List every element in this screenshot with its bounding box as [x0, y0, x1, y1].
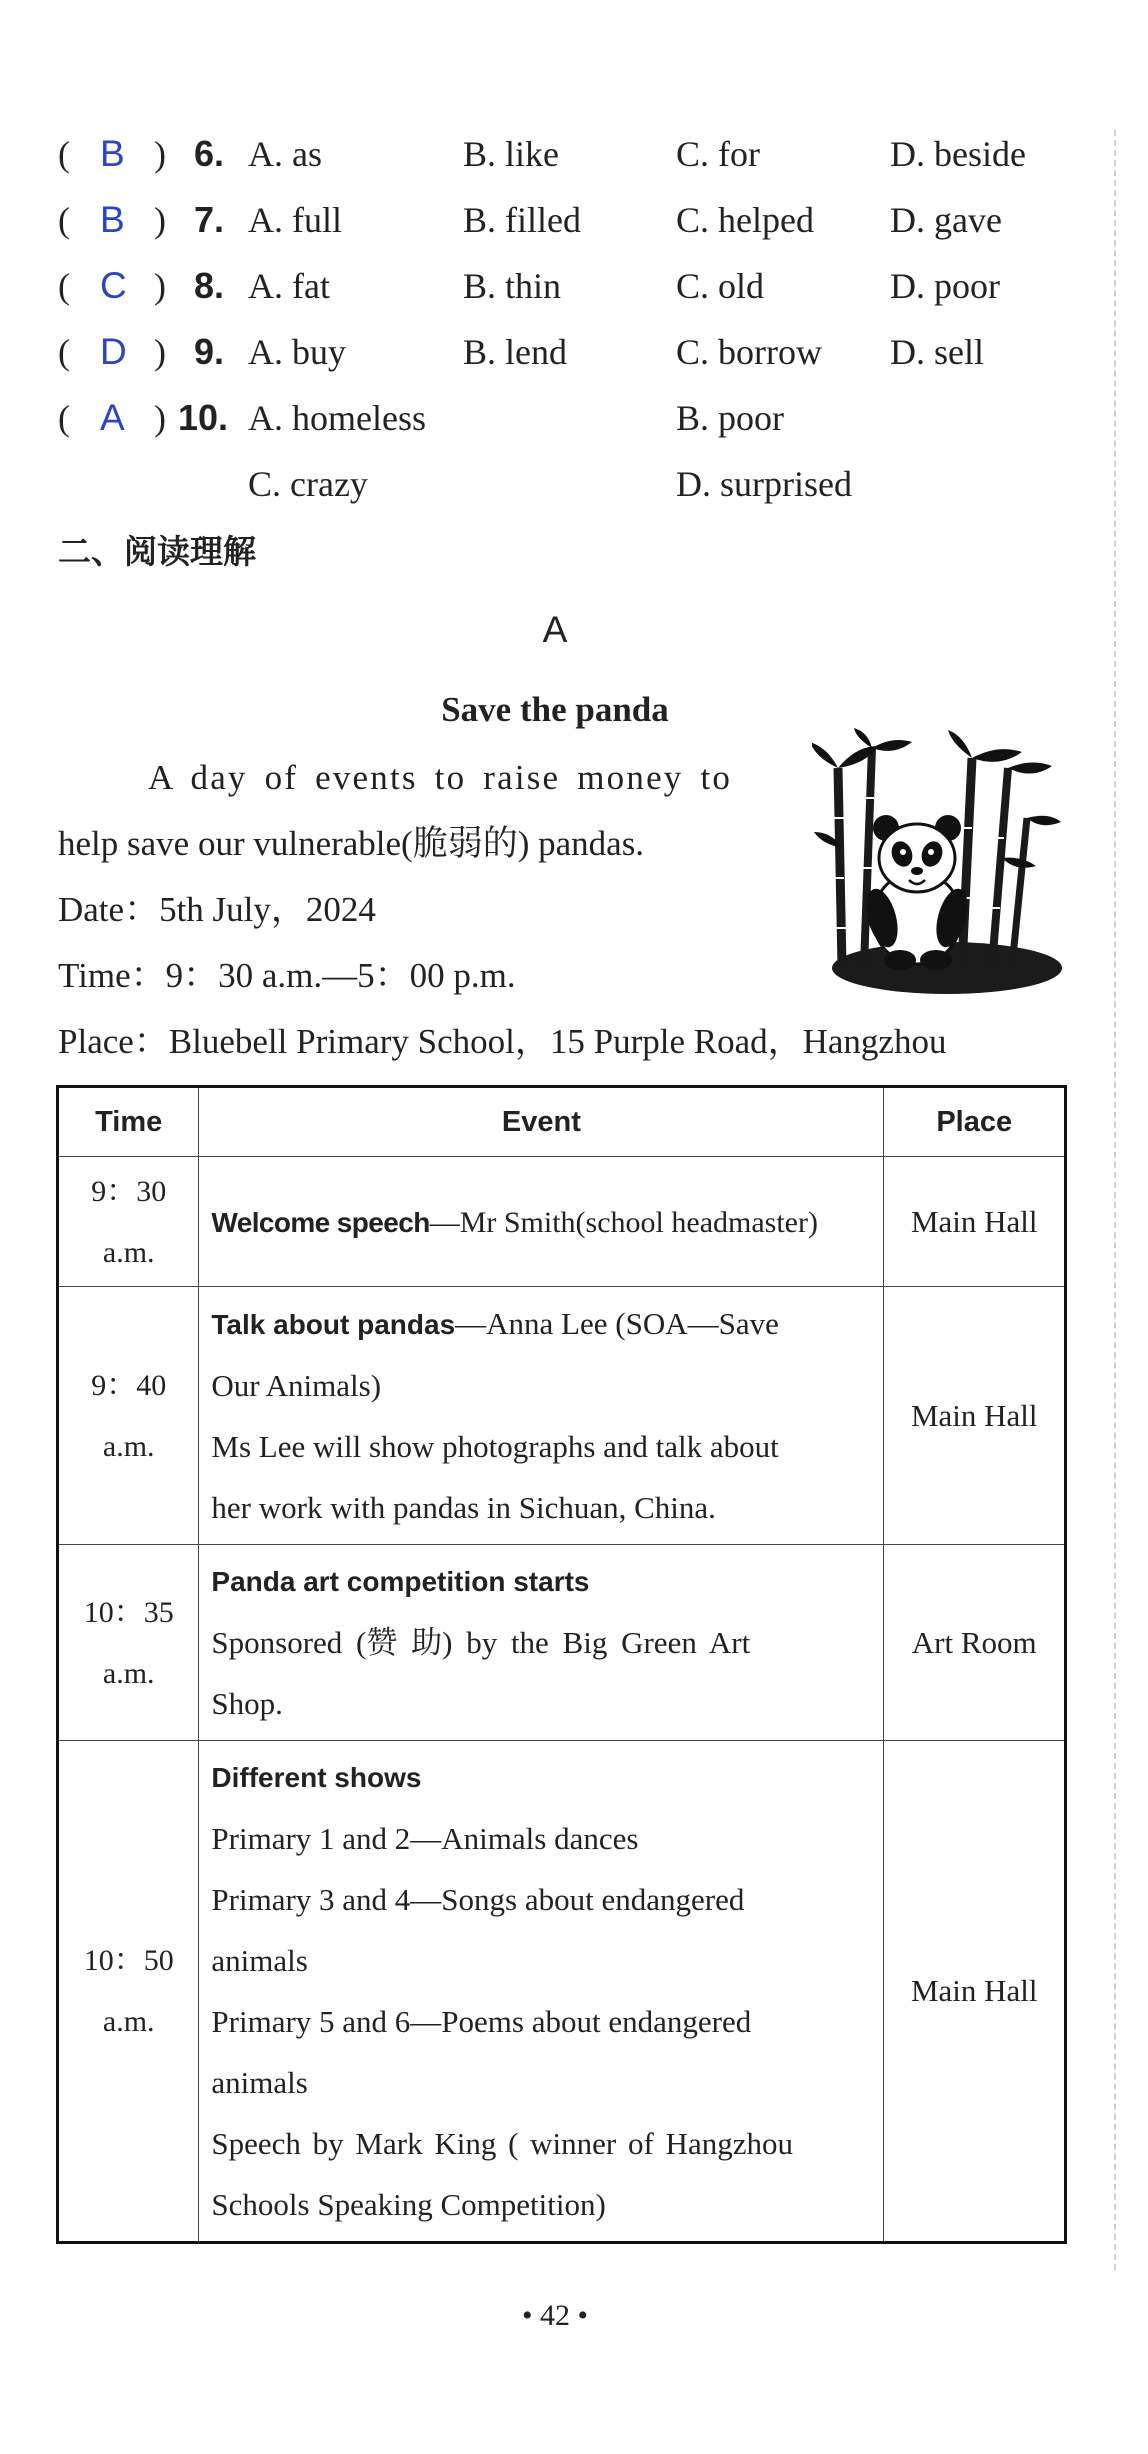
place-cell: Main Hall — [884, 1287, 1066, 1545]
option-b: B. poor — [676, 398, 784, 438]
event-line — [211, 1293, 873, 1355]
event-line — [211, 1191, 873, 1253]
event-line: her work with pandas in Sichuan, China. — [211, 1490, 716, 1525]
event-title: Panda art competition starts — [211, 1566, 590, 1597]
header-event: Event — [199, 1087, 884, 1157]
question-number: 8. — [194, 265, 225, 306]
event-schedule-table — [56, 1085, 1067, 2244]
question-number: 6. — [194, 133, 225, 174]
table-row — [58, 1545, 1066, 1741]
event-line: Shop. — [211, 1686, 283, 1721]
page-number: • 42 • — [521, 2299, 588, 2332]
place-cell: Main Hall — [884, 1157, 1066, 1287]
option-b: B. lend — [463, 332, 567, 372]
event-cell — [199, 1741, 884, 2243]
option-c: C. for — [676, 134, 760, 174]
intro-line-1: A day of events to raise money to — [148, 758, 733, 797]
event-line: Primary 5 and 6—Poems about endangered — [211, 2004, 752, 2039]
event-line: Primary 1 and 2—Animals dances — [211, 1821, 639, 1856]
time-cell — [58, 1545, 199, 1741]
paren-left: ( — [58, 266, 70, 306]
paren-right: ) — [154, 200, 166, 240]
event-line: Our Animals) — [211, 1368, 382, 1403]
passage-label: A — [542, 609, 568, 650]
event-line: Ms Lee will show photographs and talk about — [211, 1429, 779, 1464]
table-row — [58, 1157, 1066, 1287]
passage-title: Save the panda — [441, 690, 669, 729]
table-header-row — [58, 1087, 1066, 1157]
option-d: D. surprised — [676, 464, 852, 504]
answer-letter: A — [100, 397, 125, 438]
option-a: A. homeless — [248, 398, 426, 438]
choice-row-8 — [58, 256, 1098, 316]
header-place: Place — [884, 1087, 1066, 1157]
answer-letter: B — [100, 133, 125, 174]
header-time: Time — [58, 1087, 199, 1157]
option-b: B. like — [463, 134, 559, 174]
question-number: 7. — [194, 199, 225, 240]
event-place: Place：Bluebell Primary School，15 Purple Road，Hangzhou — [58, 1022, 947, 1061]
section-title: 二、阅读理解 — [58, 532, 256, 571]
paren-left: ( — [58, 398, 70, 438]
event-line: Sponsored (赞 助) by the Big Green Art — [211, 1625, 751, 1660]
time-meridiem: a.m. — [102, 2005, 155, 2038]
option-c: C. helped — [676, 200, 814, 240]
option-c: C. crazy — [248, 464, 368, 504]
paren-left: ( — [58, 200, 70, 240]
answer-letter: B — [100, 199, 125, 240]
event-detail: —Anna Lee (SOA—Save — [455, 1306, 779, 1341]
question-number: 10. — [178, 397, 229, 438]
paren-right: ) — [154, 266, 166, 306]
place-cell: Art Room — [884, 1545, 1066, 1741]
option-c: C. borrow — [676, 332, 822, 372]
time-meridiem: a.m. — [102, 1429, 155, 1463]
answer-letter: D — [100, 331, 127, 372]
paren-right: ) — [154, 398, 166, 438]
paren-right: ) — [154, 332, 166, 372]
event-cell — [199, 1545, 884, 1741]
time-meridiem: a.m. — [102, 1656, 155, 1690]
time-value: 10：50 — [83, 1944, 174, 1977]
paren-left: ( — [58, 332, 70, 372]
time-cell — [58, 1741, 199, 2243]
option-d: D. poor — [890, 266, 1000, 306]
time-value: 9：30 — [91, 1174, 167, 1208]
choice-row-10 — [58, 388, 1098, 448]
option-b: B. filled — [463, 200, 581, 240]
event-title: Talk about pandas — [211, 1309, 456, 1340]
option-c: C. old — [676, 266, 765, 306]
option-a: A. fat — [248, 266, 330, 306]
option-d: D. sell — [890, 332, 984, 372]
answer-letter: C — [100, 265, 127, 306]
paren-right: ) — [154, 134, 166, 174]
option-d: D. gave — [890, 200, 1002, 240]
event-time: Time：9：30 a.m.—5：00 p.m. — [58, 956, 516, 995]
choice-row-7 — [58, 190, 1098, 250]
event-date: Date：5th July，2024 — [58, 890, 376, 929]
page-edge-line — [1114, 130, 1116, 2270]
event-title: Different shows — [211, 1762, 422, 1793]
choice-row-10-continued — [58, 454, 1098, 514]
event-line: Speech by Mark King ( winner of Hangzhou — [211, 2126, 793, 2161]
time-cell — [58, 1157, 199, 1287]
time-value: 10：35 — [83, 1595, 174, 1629]
choice-row-6 — [58, 124, 1098, 184]
table-row — [58, 1741, 1066, 2243]
time-cell — [58, 1287, 199, 1545]
option-b: B. thin — [463, 266, 562, 306]
event-title: Welcome speech — [211, 1206, 430, 1238]
event-line: Primary 3 and 4—Songs about endangered — [211, 1882, 745, 1917]
table-row — [58, 1287, 1066, 1545]
event-line: Schools Speaking Competition) — [211, 2187, 606, 2222]
event-cell — [199, 1287, 884, 1545]
event-detail: —Mr Smith(school headmaster) — [429, 1205, 818, 1239]
event-cell — [199, 1157, 884, 1287]
choice-row-9 — [58, 322, 1098, 382]
place-cell: Main Hall — [884, 1741, 1066, 2243]
intro-line-2: help save our vulnerable(脆弱的) pandas. — [58, 824, 645, 863]
time-meridiem: a.m. — [102, 1235, 155, 1269]
option-d: D. beside — [890, 134, 1026, 174]
option-a: A. buy — [248, 332, 346, 372]
option-a: A. full — [248, 200, 342, 240]
paren-left: ( — [58, 134, 70, 174]
event-line: animals — [211, 1943, 308, 1978]
option-a: A. as — [248, 134, 322, 174]
time-value: 9：40 — [91, 1368, 167, 1402]
panda-bamboo-illustration — [812, 728, 1062, 1008]
event-line: animals — [211, 2065, 308, 2100]
question-number: 9. — [194, 331, 225, 372]
